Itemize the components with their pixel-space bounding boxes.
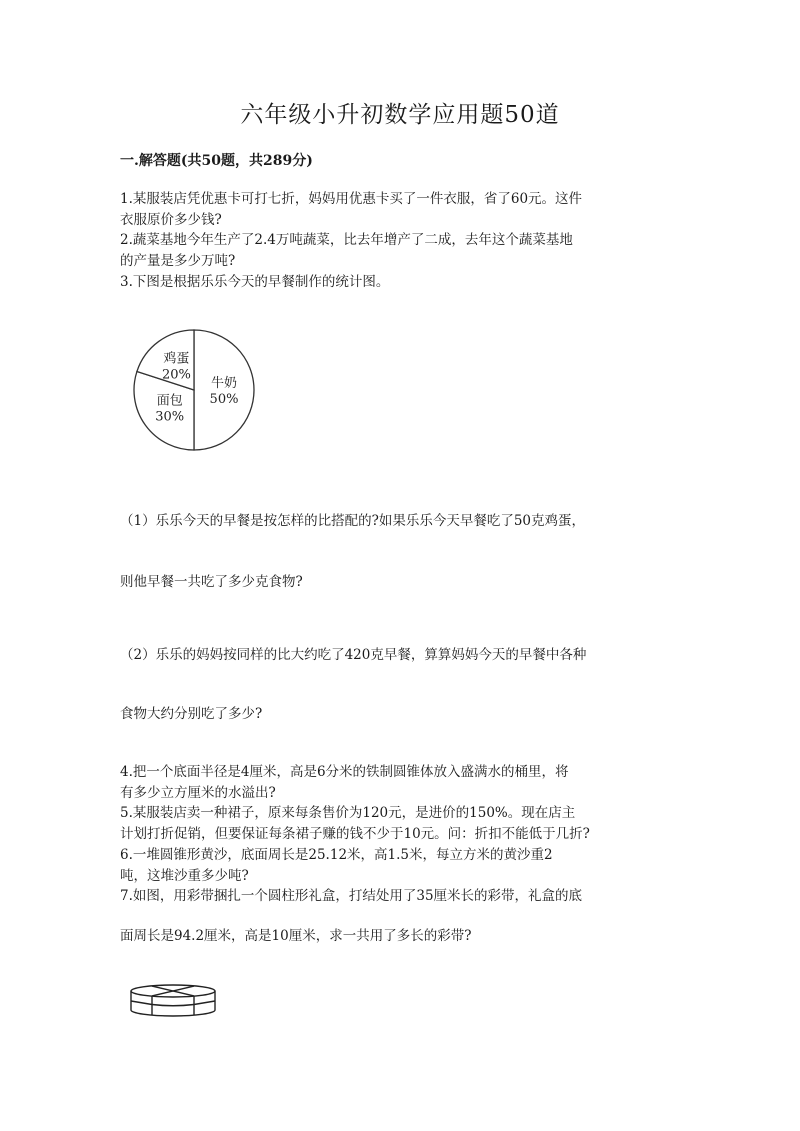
question-1-line-1: 1.某服装店凭优惠卡可打七折，妈妈用优惠卡买了一件衣服，省了60元。这件 [120, 191, 583, 207]
cylinder-gift-box-illustration [128, 981, 228, 1021]
pie-value-label-0: 50% [209, 392, 239, 407]
question-7-line-2: 面周长是94.2厘米，高是10厘米，求一共用了多长的彩带? [120, 928, 472, 944]
pie-value-label-1: 30% [155, 409, 185, 425]
question-7-line-1: 7.如图，用彩带捆扎一个圆柱形礼盒，打结处用了35厘米长的彩带，礼盒的底 [120, 888, 583, 904]
question-5-line-2: 计划打折促销，但要保证每条裙子赚的钱不少于10元。问：折扣不能低于几折? [120, 826, 590, 842]
question-6-line-2: 吨，这堆沙重多少吨? [120, 868, 249, 884]
question-5-line-1: 5.某服装店卖一种裙子，原来每条售价为120元，是进价的150%。现在店主 [120, 805, 576, 821]
question-4-line-2: 有多少立方厘米的水溢出? [120, 785, 276, 801]
question-4-line-1: 4.把一个底面半径是4厘米，高是6分米的铁制圆锥体放入盛满水的桶里，将 [120, 764, 569, 780]
page-title: 六年级小升初数学应用题50道 [240, 102, 560, 128]
question-2-line-2: 的产量是多少万吨? [120, 253, 236, 269]
pie-label-0: 牛奶 [210, 376, 238, 391]
pie-label-1: 面包 [156, 393, 183, 409]
pie-value-label-2: 20% [161, 367, 191, 383]
question-6-line-1: 6.一堆圆锥形黄沙，底面周长是25.12米，高1.5米，每立方米的黄沙重2 [120, 847, 553, 863]
question-3-sub2-line-1: （2）乐乐的妈妈按同样的比大约吃了420克早餐，算算妈妈今天的早餐中各种 [120, 647, 587, 663]
breakfast-pie-chart [124, 328, 264, 468]
question-3-intro: 3.下图是根据乐乐今天的早餐制作的统计图。 [120, 274, 390, 290]
pie-label-2: 鸡蛋 [163, 351, 190, 367]
question-2-line-1: 2.蔬菜基地今年生产了2.4万吨蔬菜，比去年增产了二成，去年这个蔬菜基地 [120, 232, 573, 248]
question-3-sub1-line-1: （1）乐乐今天的早餐是按怎样的比搭配的?如果乐乐今天早餐吃了50克鸡蛋， [120, 513, 586, 529]
question-3-sub2-line-2: 食物大约分别吃了多少? [120, 706, 263, 722]
section-heading: 一.解答题(共50题，共289分) [120, 153, 313, 169]
question-3-sub1-line-2: 则他早餐一共吃了多少克食物? [120, 574, 303, 590]
question-1-line-2: 衣服原价多少钱? [120, 212, 222, 228]
